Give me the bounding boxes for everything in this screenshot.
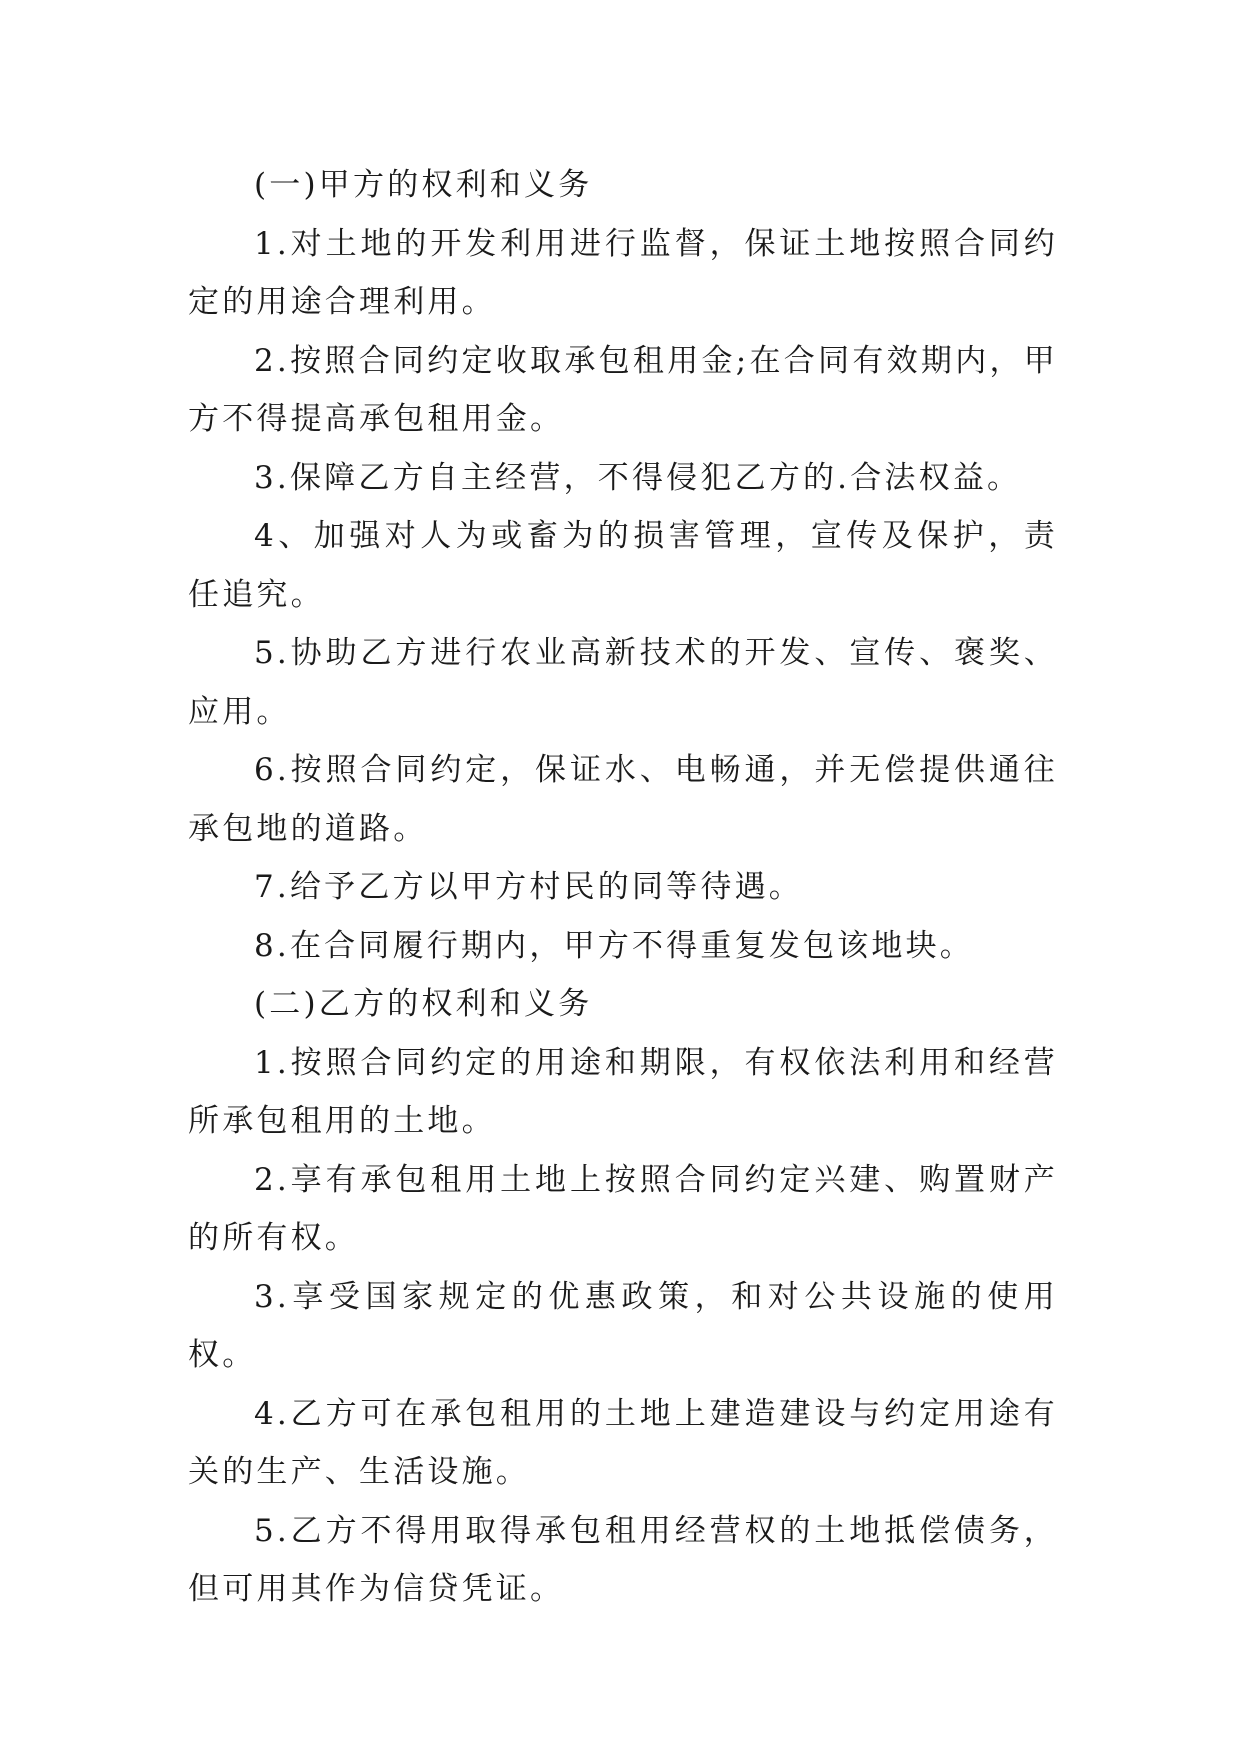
clause-a-4: 4、加强对人为或畜为的损害管理，宣传及保护，责任追究。 [188,518,1058,613]
clause-b-3: 3.享受国家规定的优惠政策，和对公共设施的使用权。 [188,1278,1058,1373]
clause-a-2: 2.按照合同约定收取承包租用金;在合同有效期内，甲方不得提高承包租用金。 [188,342,1058,437]
clause-a-6: 6.按照合同约定，保证水、电畅通，并无偿提供通往承包地的道路。 [188,752,1058,847]
section-heading-party-b: (二)乙方的权利和义务 [254,986,593,1022]
clause-a-8: 8.在合同履行期内，甲方不得重复发包该地块。 [254,927,974,964]
clause-a-3: 3.保障乙方自主经营，不得侵犯乙方的.合法权益。 [254,459,1022,496]
document-page [188,156,1058,1619]
clause-b-2: 2.享有承包租用土地上按照合同约定兴建、购置财产的所有权。 [188,1161,1058,1256]
section-heading-party-a: (一)甲方的权利和义务 [254,167,593,203]
clause-a-1: 1.对土地的开发利用进行监督，保证土地按照合同约定的用途合理利用。 [188,225,1058,320]
clause-a-7: 7.给予乙方以甲方村民的同等待遇。 [254,869,803,905]
clause-a-5: 5.协助乙方进行农业高新技术的开发、宣传、褒奖、应用。 [188,635,1058,730]
clause-b-1: 1.按照合同约定的用途和期限，有权依法利用和经营所承包租用的土地。 [188,1044,1058,1139]
clause-b-5: 5.乙方不得用取得承包租用经营权的土地抵偿债务，但可用其作为信贷凭证。 [188,1512,1058,1607]
clause-b-4: 4.乙方可在承包租用的土地上建造建设与约定用途有关的生产、生活设施。 [188,1395,1058,1490]
